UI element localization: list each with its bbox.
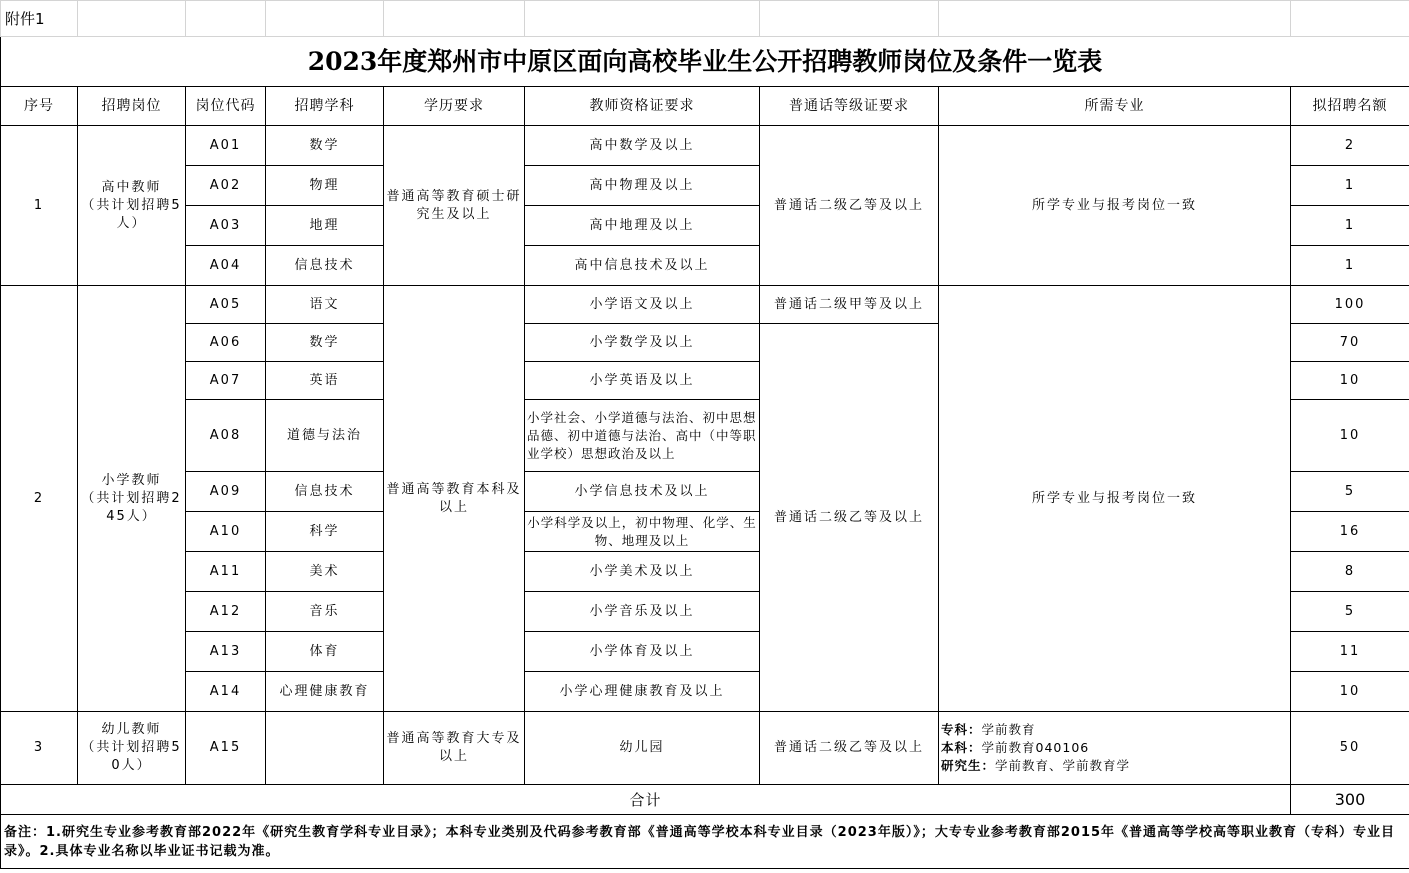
major-line-label: 研究生： [941,758,996,773]
cert-cell: 高中数学及以上 [525,126,760,166]
subject-cell: 科学 [266,512,384,552]
code-cell: A10 [186,512,266,552]
quota-cell: 1 [1291,246,1409,286]
quota-cell: 8 [1291,552,1409,592]
major-cell: 所学专业与报考岗位一致 [939,286,1291,712]
total-value: 300 [1291,785,1409,815]
cert-cell: 小学语文及以上 [525,286,760,324]
mandarin-cell: 普通话二级乙等及以上 [760,126,939,286]
attachment-label: 附件1 [1,1,78,37]
education-cell: 普通高等教育大专及以上 [384,712,525,785]
total-label: 合计 [1,785,1291,815]
total-row [1,785,1409,815]
seq-cell: 1 [1,126,78,286]
cert-cell: 小学数学及以上 [525,324,760,362]
post-cell: 幼儿教师 （共计划招聘50人） [78,712,186,785]
quota-cell: 16 [1291,512,1409,552]
subject-cell: 心理健康教育 [266,672,384,712]
header-post: 招聘岗位 [78,87,186,126]
mandarin-cell: 普通话二级乙等及以上 [760,712,939,785]
cert-cell: 小学美术及以上 [525,552,760,592]
note-row [1,815,1409,869]
table-row [1,712,1409,785]
subject-cell: 地理 [266,206,384,246]
major-line [941,721,1288,739]
header-quota: 拟招聘名额 [1291,87,1409,126]
cert-cell: 小学社会、小学道德与法治、初中思想品德、初中道德与法治、高中（中等职业学校）思想政治及以上 [525,400,760,472]
mandarin-cell: 普通话二级乙等及以上 [760,324,939,712]
code-cell: A04 [186,246,266,286]
quota-cell: 5 [1291,472,1409,512]
subject-cell: 体育 [266,632,384,672]
education-cell: 普通高等教育本科及以上 [384,286,525,712]
cert-cell: 小学科学及以上，初中物理、化学、生物、地理及以上 [525,512,760,552]
cert-cell: 幼儿园 [525,712,760,785]
subject-cell: 音乐 [266,592,384,632]
header-education: 学历要求 [384,87,525,126]
subject-cell: 道德与法治 [266,400,384,472]
quota-cell: 10 [1291,400,1409,472]
subject-cell: 英语 [266,362,384,400]
cert-cell: 高中地理及以上 [525,206,760,246]
major-line-label: 专科： [941,722,982,737]
code-cell: A08 [186,400,266,472]
code-cell: A12 [186,592,266,632]
quota-cell: 10 [1291,672,1409,712]
major-line-label: 本科： [941,740,982,755]
code-cell: A05 [186,286,266,324]
quota-cell: 2 [1291,126,1409,166]
code-cell: A13 [186,632,266,672]
header-major: 所需专业 [939,87,1291,126]
major-line [941,739,1288,757]
major-cell: 所学专业与报考岗位一致 [939,126,1291,286]
quota-cell: 70 [1291,324,1409,362]
mandarin-cell: 普通话二级甲等及以上 [760,286,939,324]
subject-cell: 信息技术 [266,472,384,512]
header-cert: 教师资格证要求 [525,87,760,126]
quota-cell: 11 [1291,632,1409,672]
quota-cell: 50 [1291,712,1409,785]
major-line-text: 学前教育 [981,722,1036,737]
education-cell: 普通高等教育硕士研究生及以上 [384,126,525,286]
header-subject: 招聘学科 [266,87,384,126]
code-cell: A01 [186,126,266,166]
quota-cell: 10 [1291,362,1409,400]
subject-cell [266,712,384,785]
cert-cell: 小学心理健康教育及以上 [525,672,760,712]
major-cell [939,712,1291,785]
cert-cell: 高中物理及以上 [525,166,760,206]
table-row [1,286,1409,324]
code-cell: A03 [186,206,266,246]
subject-cell: 数学 [266,126,384,166]
code-cell: A14 [186,672,266,712]
header-row [1,87,1409,126]
quota-cell: 5 [1291,592,1409,632]
page-title: 2023年度郑州市中原区面向高校毕业生公开招聘教师岗位及条件一览表 [1,37,1409,87]
quota-cell: 1 [1291,166,1409,206]
subject-cell: 数学 [266,324,384,362]
cert-cell: 小学英语及以上 [525,362,760,400]
major-line-text: 学前教育、学前教育学 [995,758,1131,773]
major-line [941,757,1288,775]
note-text: 备注：1.研究生专业参考教育部2022年《研究生教育学科专业目录》；本科专业类别及代码参考教育部《普通高等学校本科专业目录（2023年版）》；大专专业参考教育部2015年《普通高等学校高等职业教育（专科）专业目录》。2.具体专业名称以毕业证书记载为准。 [1,815,1409,869]
table-row [1,126,1409,166]
code-cell: A02 [186,166,266,206]
major-line-text: 学前教育040106 [981,740,1090,755]
subject-cell: 物理 [266,166,384,206]
code-cell: A11 [186,552,266,592]
quota-cell: 1 [1291,206,1409,246]
subject-cell: 语文 [266,286,384,324]
cert-cell: 高中信息技术及以上 [525,246,760,286]
subject-cell: 美术 [266,552,384,592]
cert-cell: 小学体育及以上 [525,632,760,672]
seq-cell: 2 [1,286,78,712]
code-cell: A07 [186,362,266,400]
subject-cell: 信息技术 [266,246,384,286]
code-cell: A09 [186,472,266,512]
code-cell: A06 [186,324,266,362]
header-seq: 序号 [1,87,78,126]
cert-cell: 小学音乐及以上 [525,592,760,632]
post-cell: 高中教师 （共计划招聘5人） [78,126,186,286]
code-cell: A15 [186,712,266,785]
header-mandarin: 普通话等级证要求 [760,87,939,126]
header-code: 岗位代码 [186,87,266,126]
seq-cell: 3 [1,712,78,785]
cert-cell: 小学信息技术及以上 [525,472,760,512]
quota-cell: 100 [1291,286,1409,324]
post-cell: 小学教师 （共计划招聘245人） [78,286,186,712]
